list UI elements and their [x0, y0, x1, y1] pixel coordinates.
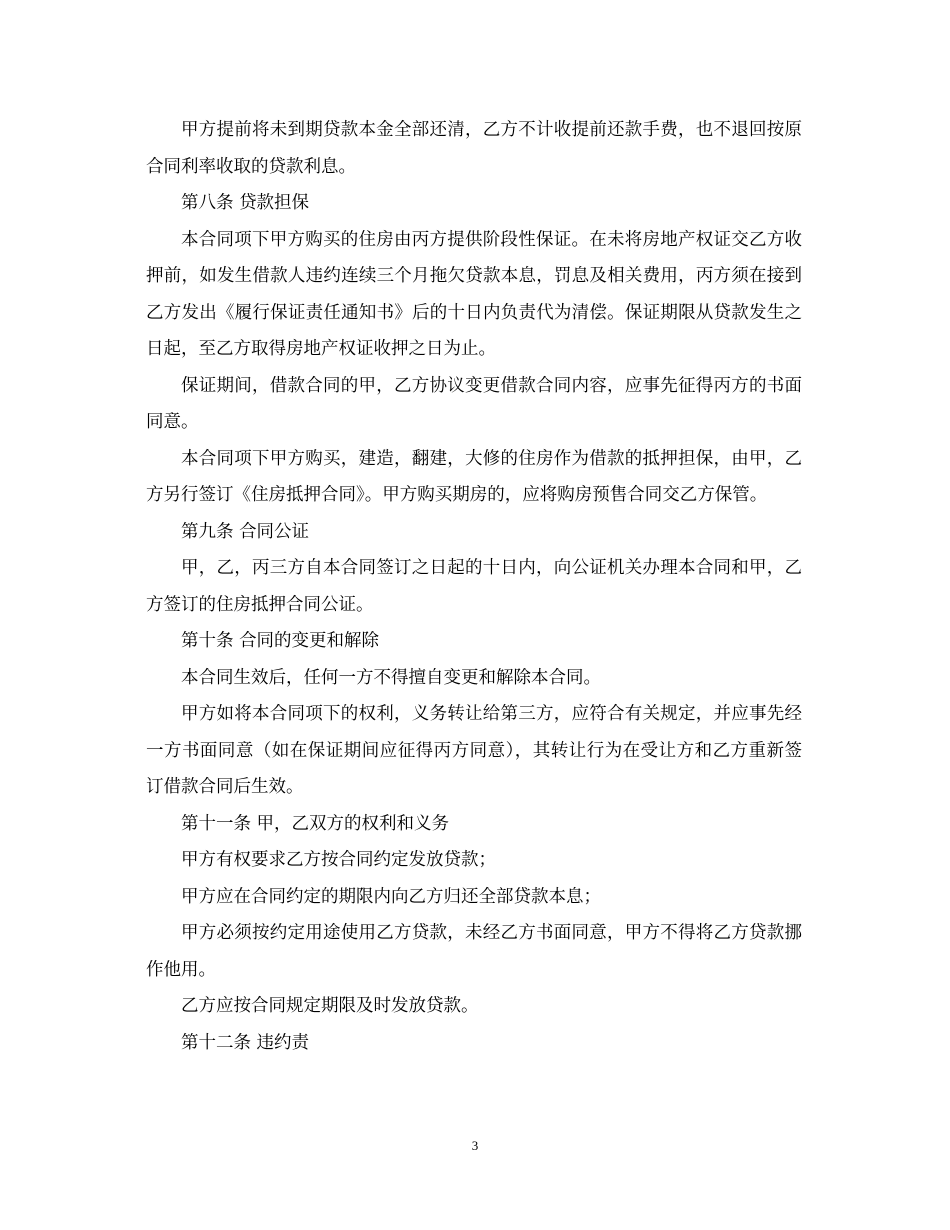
paragraph: 本合同项下甲方购买，建造，翻建，大修的住房作为借款的抵押担保，由甲，乙方另行签订《住房抵押合同》。甲方购买期房的，应将购房预售合同交乙方保管。 — [146, 448, 802, 505]
section-heading: 第九条 合同公证 — [181, 521, 310, 542]
paragraph: 甲方如将本合同项下的权利，义务转让给第三方，应符合有关规定，并应事先经一方书面同意（如在保证期间应征得丙方同意），其转让行为在受让方和乙方重新签订借款合同后生效。 — [146, 704, 802, 797]
section-heading: 第十条 合同的变更和解除 — [181, 631, 380, 651]
paragraph: 乙方应按合同规定期限及时发放贷款。 — [181, 996, 479, 1016]
document-body — [146, 112, 802, 1061]
paragraph: 甲方提前将未到期贷款本金全部还清，乙方不计收提前还款手费，也不退回按原合同利率收取的贷款利息。 — [146, 120, 802, 177]
paragraph: 保证期间，借款合同的甲，乙方协议变更借款合同内容，应事先征得丙方的书面同意。 — [146, 375, 802, 432]
paragraph: 本合同生效后，任何一方不得擅自变更和解除本合同。 — [181, 667, 601, 688]
section-heading: 第十一条 甲，乙双方的权利和义务 — [181, 813, 450, 834]
paragraph: 本合同项下甲方购买的住房由丙方提供阶段性保证。在未将房地产权证交乙方收押前，如发生借款人违约连续三个月拖欠贷款本息，罚息及相关费用，丙方须在接到乙方发出《履行保证责任通知书》后的十日内负责代为清偿。保证期限从贷款发生之日起，至乙方取得房地产权证收押之日为止。 — [146, 229, 802, 359]
paragraph: 甲方应在合同约定的期限内向乙方归还全部贷款本息； — [181, 886, 601, 907]
paragraph: 甲，乙，丙三方自本合同签订之日起的十日内，向公证机关办理本合同和甲，乙方签订的住房抵押合同公证。 — [146, 558, 802, 615]
section-heading: 第十二条 违约责 — [181, 1032, 310, 1053]
page-number: 3 — [471, 1138, 479, 1153]
paragraph: 甲方有权要求乙方按合同约定发放贷款； — [181, 850, 496, 870]
paragraph: 甲方必须按约定用途使用乙方贷款，未经乙方书面同意，甲方不得将乙方贷款挪作他用。 — [146, 923, 802, 980]
section-heading: 第八条 贷款担保 — [181, 193, 310, 213]
